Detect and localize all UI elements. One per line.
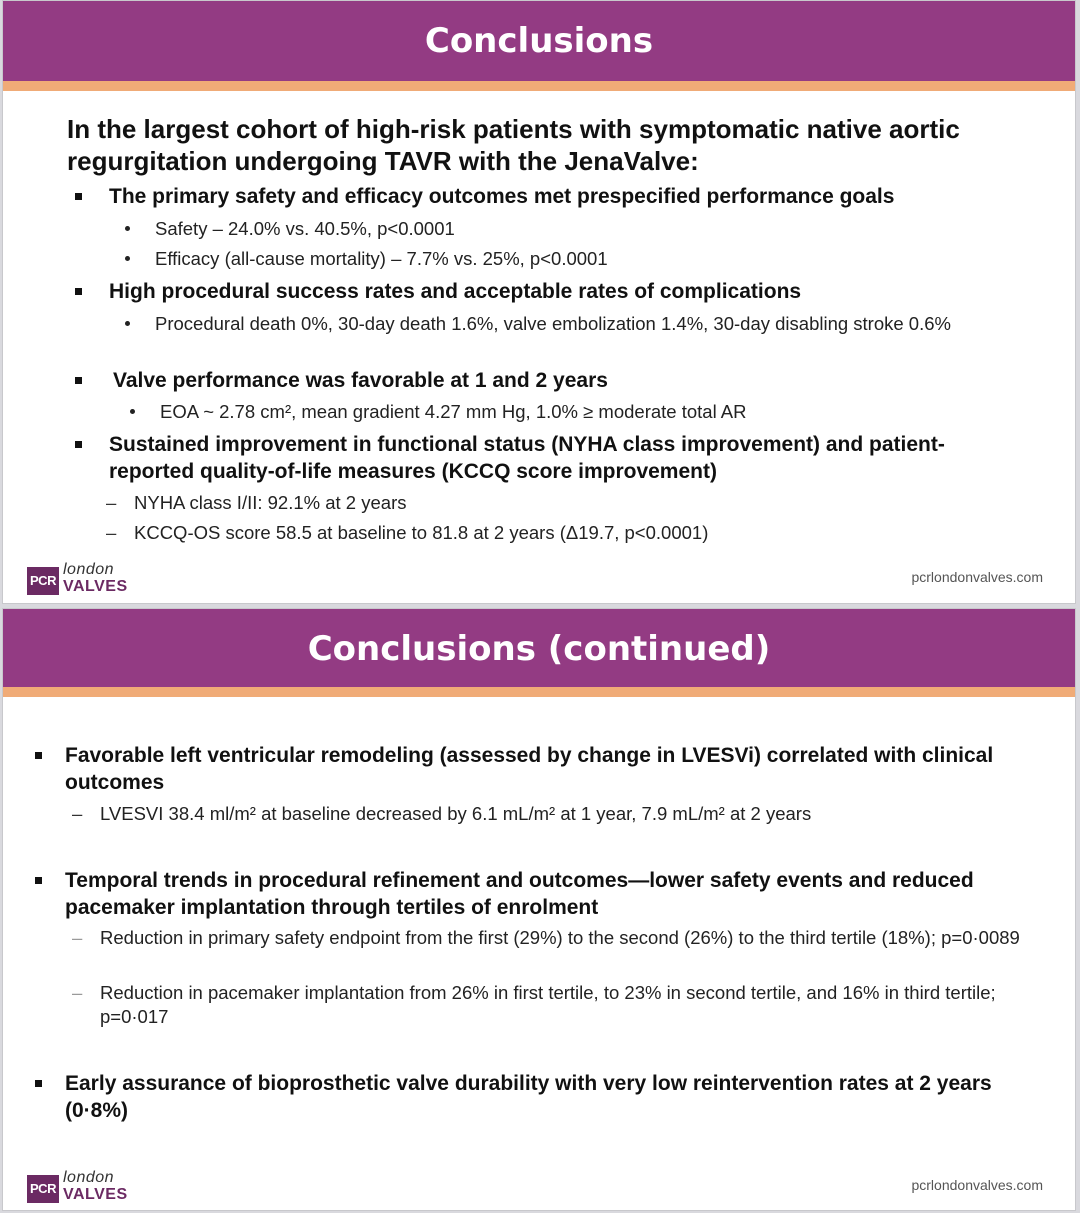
square-bullet-icon [75, 377, 82, 384]
sub-item-lvesvi: – LVESVI 38.4 ml/m² at baseline decreased by 6.1 mL/m² at 1 year, 7.9 mL/m² at 2 years [72, 803, 812, 824]
sub-item-safety: Safety – 24.0% vs. 40.5%, p<0.0001 [155, 217, 1015, 241]
round-bullet-icon [125, 321, 130, 326]
bullet-valve-durability: Early assurance of bioprosthetic valve durability with very low reintervention rates at 2 years (0·8%) [65, 1070, 1005, 1124]
slide-title: Conclusions (continued) [3, 609, 1075, 687]
bullet-temporal-trends: Temporal trends in procedural refinement and outcomes—lower safety events and reduced pacemaker implantation through tertiles of enrolment [65, 867, 1045, 921]
sub-item-eoa: EOA ~ 2.78 cm², mean gradient 4.27 mm Hg, 1.0% ≥ moderate total AR [160, 400, 1020, 424]
bullet-valve-performance: Valve performance was favorable at 1 and 2 years [113, 367, 1013, 394]
website-url: pcrlondonvalves.com [911, 569, 1043, 585]
pcr-london-valves-logo: PCR london VALVES [27, 1171, 139, 1203]
square-bullet-icon [75, 193, 82, 200]
square-bullet-icon [35, 752, 42, 759]
sub-item-nyha: – NYHA class I/II: 92.1% at 2 years [106, 492, 407, 513]
pcr-london-valves-logo: PCR london VALVES [27, 563, 139, 595]
round-bullet-icon [125, 226, 130, 231]
square-bullet-icon [75, 441, 82, 448]
bullet-primary-outcomes: The primary safety and efficacy outcomes met prespecified performance goals [109, 183, 1029, 210]
slide-title: Conclusions [3, 1, 1075, 81]
slide-conclusions-continued [2, 608, 1076, 1211]
sub-item-efficacy: Efficacy (all-cause mortality) – 7.7% vs. 25%, p<0.0001 [155, 247, 1015, 271]
square-bullet-icon [35, 877, 42, 884]
bullet-procedural-success: High procedural success rates and acceptable rates of complications [109, 278, 1029, 305]
title-accent-stripe [3, 81, 1075, 91]
dash-bullet-icon: – [106, 522, 117, 543]
dash-bullet-icon: – [72, 803, 83, 824]
slide-conclusions [2, 0, 1076, 604]
bullet-functional-status: Sustained improvement in functional status (NYHA class improvement) and patient-reported quality-of-life measures (KCCQ score improvement) [109, 431, 1009, 485]
bullet-lv-remodeling: Favorable left ventricular remodeling (assessed by change in LVESVi) correlated with clinical outcomes [65, 742, 1005, 796]
website-url: pcrlondonvalves.com [911, 1177, 1043, 1193]
dash-bullet-icon: – [72, 927, 83, 948]
square-bullet-icon [75, 288, 82, 295]
dash-bullet-icon: – [106, 492, 117, 513]
dash-bullet-icon: – [72, 982, 83, 1003]
round-bullet-icon [125, 256, 130, 261]
round-bullet-icon [130, 409, 135, 414]
title-accent-stripe [3, 687, 1075, 697]
lead-statement: In the largest cohort of high-risk patients with symptomatic native aortic regurgitation undergoing TAVR with the JenaValve: [67, 114, 960, 176]
sub-item-procedural-death: Procedural death 0%, 30-day death 1.6%, valve embolization 1.4%, 30-day disabling stroke 0.6% [155, 312, 985, 336]
sub-item-pacemaker: – Reduction in pacemaker implantation from 26% in first tertile, to 23% in second tertile, and 16% in third tertile; p=0·017 [72, 982, 996, 1027]
sub-item-safety-endpoint: – Reduction in primary safety endpoint from the first (29%) to the second (26%) to the third tertile (18%); p=0·0089 [72, 927, 1020, 948]
square-bullet-icon [35, 1080, 42, 1087]
sub-item-kccq: – KCCQ-OS score 58.5 at baseline to 81.8 at 2 years (Δ19.7, p<0.0001) [106, 522, 709, 543]
